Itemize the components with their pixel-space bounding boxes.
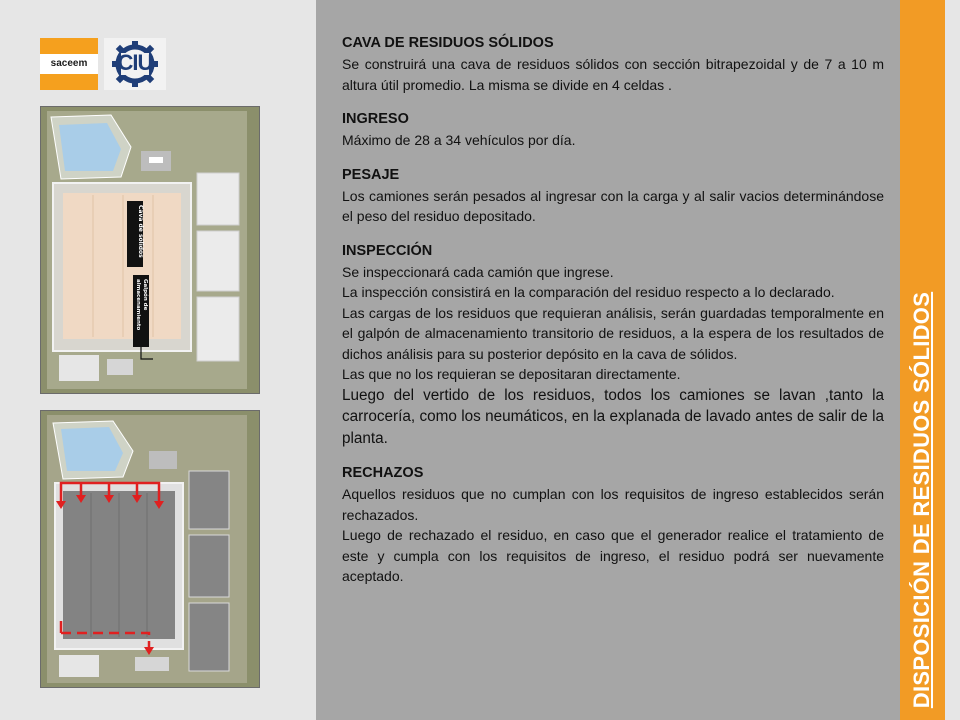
inspeccion-p4: Las que no los requieran se depositaran directamente. [342, 366, 681, 382]
ciu-logo-text: CIU [117, 50, 153, 75]
inspeccion-p5: Luego del vertido de los residuos, todos los camiones se lavan ,tanto la carrocería, como los neumáticos, en la explanada de lavado antes de salir de la planta. [342, 386, 884, 447]
pesaje-body: Los camiones serán pesados al ingresar con la carga y al salir vacios determinándose el peso del residuo depositado. [342, 187, 884, 224]
inspeccion-p3: Las cargas de los residuos que requieran análisis, serán guardadas temporalmente en el galpón de almacenamiento transitorio de residuos, a la espera de los resultados de dichos análisis para su posterior depósito en la cava de sólidos. [342, 304, 884, 362]
ingreso-body: Máximo de 28 a 34 vehículos por día. [342, 132, 576, 148]
heading-inspeccion: INSPECCIÓN [342, 242, 433, 259]
right-margin [945, 0, 960, 720]
heading-ingreso: INGRESO [342, 111, 409, 127]
site-plan-bottom [40, 410, 260, 688]
saceem-logo-text: saceem [50, 58, 88, 69]
content-column [342, 33, 884, 587]
cava-body: Se construirá una cava de residuos sólidos con sección bitrapezoidal y de 7 a 10 m altura útil promedio. La misma se divide en 4 celdas . [342, 56, 884, 93]
label-galpon-line1: Galpón de [142, 279, 148, 311]
side-title: DISPOSICIÓN DE RESIDUOS SÓLIDOS [909, 291, 934, 709]
rechazos-p2: Luego de rechazado el residuo, en caso que el generador realice el tratamiento de este y cumpla con los requisitos de ingreso, el residuo podrá ser nuevamente aceptado. [342, 527, 884, 584]
site-plan-top [40, 106, 260, 394]
saceem-logo [40, 38, 98, 90]
label-cava-solidos: Cava de sólidos [137, 205, 144, 258]
rechazos-p1: Aquellos residuos que no cumplan con los requisitos de ingreso establecidos serán rechazados. [342, 486, 884, 523]
heading-pesaje: PESAJE [342, 166, 400, 183]
heading-cava: CAVA DE RESIDUOS SÓLIDOS [342, 35, 554, 51]
label-galpon-line2: almacenamiento [135, 279, 141, 331]
inspeccion-p1: Se inspeccionará cada camión que ingrese. [342, 263, 614, 280]
heading-rechazos: RECHAZOS [342, 465, 424, 481]
inspeccion-p2: La inspección consistirá en la comparación del residuo respecto a lo declarado. [342, 284, 835, 300]
ciu-logo [104, 38, 166, 90]
